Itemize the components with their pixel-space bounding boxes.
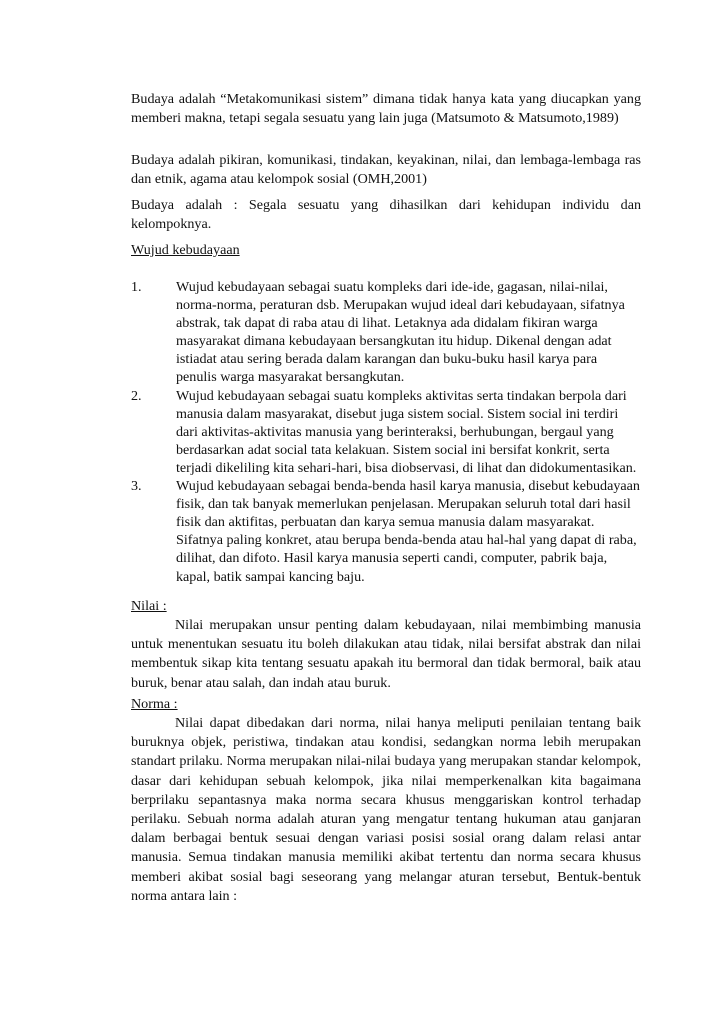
list-item-number: 3. bbox=[131, 478, 142, 495]
paragraph-segala-sesuatu: Budaya adalah : Segala sesuatu yang dihasilkan dari kehidupan individu dan kelompoknya. bbox=[131, 197, 641, 233]
list-item bbox=[131, 278, 641, 387]
wujud-list bbox=[131, 278, 641, 586]
paragraph-metakomunikasi: Budaya adalah “Metakomunikasi sistem” dimana tidak hanya kata yang diucapkan yang memberi makna, tetapi segala sesuatu yang lain juga (Matsumoto & Matsumoto,1989) bbox=[131, 91, 641, 127]
heading-nilai: Nilai : bbox=[131, 598, 167, 614]
norma-text: Nilai dapat dibedakan dari norma, nilai hanya meliputi penilaian tentang baik buruknya objek, peristiwa, tindakan atau kondisi, sedangkan norma lebih merupakan standart prilaku. Norma merupakan nilai-nilai budaya yang merupakan standar kelompok, dasar dari kehidupan sebuah kelompok, jika nilai memperkenalkan kita bagaimana berprilaku sepantasnya maka norma secara khusus menggariskan kontrol terhadap perilaku. Sebuah norma adalah aturan yang mengatur tentang hukuman atau ganjaran dalam berbagai bentuk sesuai dengan variasi posisi sosial orang dalam relasi antar manusia. Semua tindakan manusia memiliki akibat tertentu dan norma secara khusus memberi akibat sosial bagi seseorang yang melangar aturan tersebut, Bentuk-bentuk norma antara lain : bbox=[131, 715, 641, 904]
nilai-text: Nilai merupakan unsur penting dalam kebudayaan, nilai membimbing manusia untuk menentukan sesuatu itu boleh dilakukan atau tidak, nilai bersifat abstrak dan nilai membentuk sikap kita tentang sesuatu apakah itu bermoral dan tidak bermoral, baik atau buruk, benar atau salah, dan indah atau buruk. bbox=[131, 617, 641, 691]
list-item bbox=[131, 477, 641, 586]
norma-body bbox=[131, 714, 641, 906]
list-item-number: 1. bbox=[131, 279, 142, 295]
list-item-text: Wujud kebudayaan sebagai benda-benda hasil karya manusia, disebut kebudayaan fisik, dan tak banyak memerlukan penjelasan. Merupakan seluruh total dari hasil fisik dan aktifitas, perbuatan dan karya semua manusia dalam masyarakat. Sifatnya paling konkret, atau berupa benda-benda atau hal-hal yang dapat di raba, dilihat, dan difoto. Hasil karya manusia seperti candi, computer, pabrik baja, kapal, batik sampai kancing baju. bbox=[176, 478, 640, 585]
paragraph-pikiran: Budaya adalah pikiran, komunikasi, tindakan, keyakinan, nilai, dan lembaga-lembaga ras dan etnik, agama atau kelompok sosial (OMH,2001) bbox=[131, 152, 641, 188]
section-nilai bbox=[131, 597, 641, 693]
nilai-body bbox=[131, 616, 641, 693]
list-item-text: Wujud kebudayaan sebagai suatu kompleks dari ide-ide, gagasan, nilai-nilai, norma-norma, peraturan dsb. Merupakan wujud ideal dari kebudayaan, sifatnya abstrak, tak dapat di raba atau di lihat. Letaknya ada didalam fikiran warga masyarakat dimana kebudayaan bersangkutan itu hidup. Dikenal dengan adat istiadat atau sering berada dalam karangan dan buku-buku hasil karya para penulis warga masyarakat bersangkutan. bbox=[176, 279, 625, 386]
list-item-number: 2. bbox=[131, 387, 142, 404]
heading-wujud-kebudayaan: Wujud kebudayaan bbox=[131, 242, 240, 258]
list-item-text: Wujud kebudayaan sebagai suatu kompleks aktivitas serta tindakan berpola dari manusia dalam masyarakat, disebut juga sistem social. Sistem social ini terdiri dari aktivitas-aktivitas manusia yang berinteraksi, berhubungan, bergaul yang berdasarkan adat social tata kelakuan. Sistem social ini bersifat konkrit, serta terjadi dikeliling kita sehari-hari, bisa diobservasi, di lihat dan didokumentasikan. bbox=[176, 387, 637, 476]
list-item bbox=[131, 387, 641, 477]
heading-norma: Norma : bbox=[131, 696, 178, 712]
section-norma bbox=[131, 695, 641, 906]
